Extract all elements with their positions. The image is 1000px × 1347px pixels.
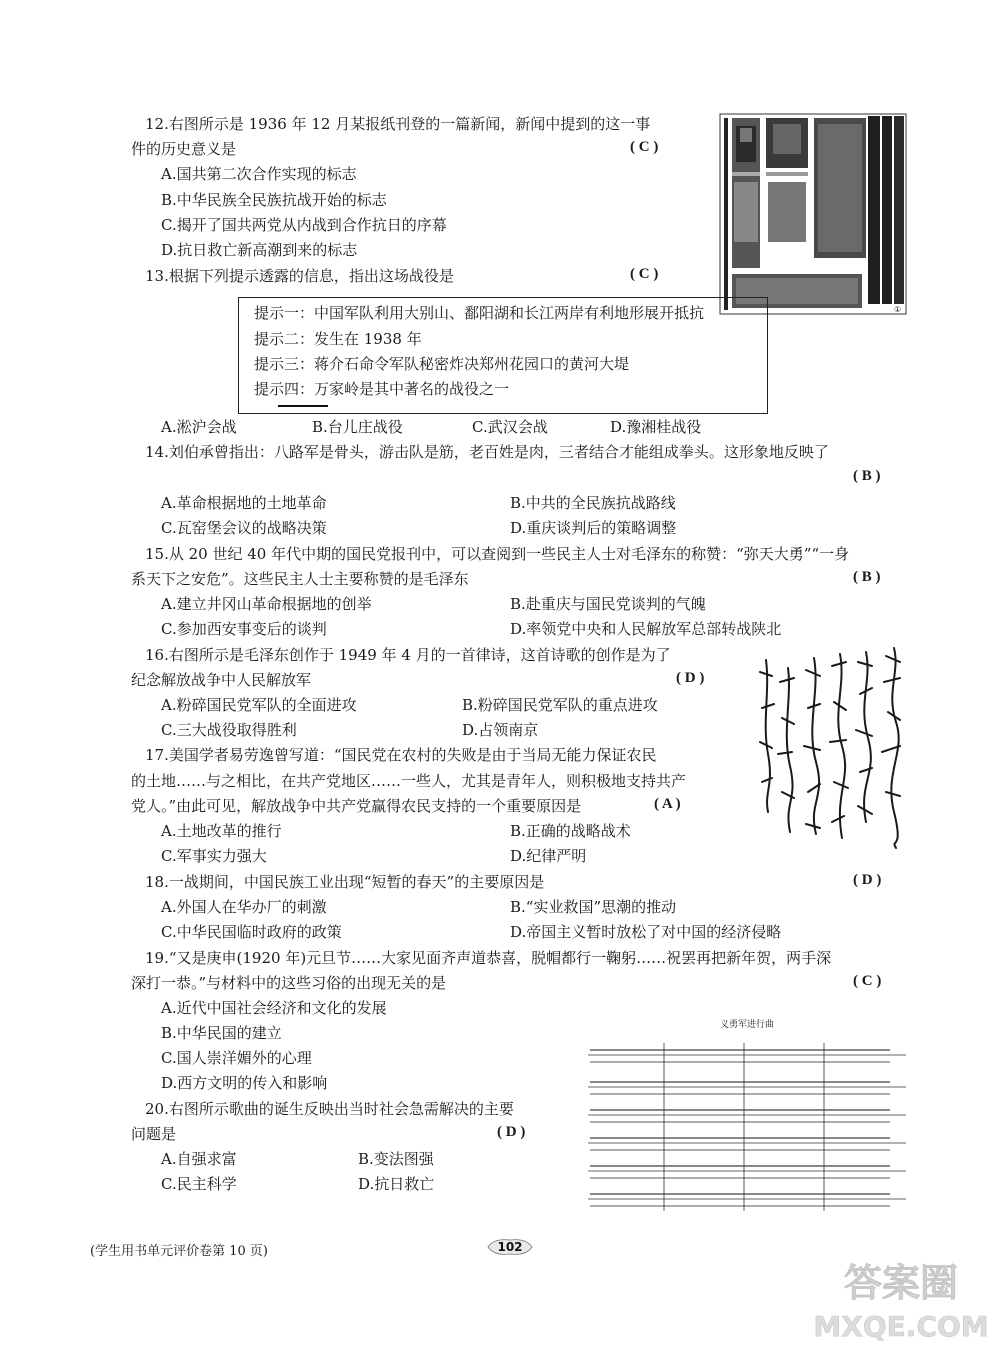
footer-page-info: (学生用书单元评价卷第 10 页) [90, 1244, 268, 1259]
q13-hint-4: 提示四：万家岭是其中著名的战役之一 [254, 380, 510, 398]
q13-hint-box [238, 297, 768, 414]
page-number-badge [486, 1236, 534, 1258]
calligraphy-poem-image [754, 642, 912, 854]
q15-stem-line2: 系天下之安危”。这些民主人士主要称赞的是毛泽东 [131, 570, 469, 588]
q17-option-a: A.土地改革的推行 [161, 822, 282, 840]
q17-stem-line2: 的土地……与之相比，在共产党地区……一些人，尤其是青年人，则积极地支持共产 [131, 772, 687, 790]
q19-option-b: B.中华民国的建立 [161, 1024, 282, 1042]
q13-option-c: C.武汉会战 [472, 418, 548, 436]
q12-stem-line2: 件的历史意义是 [131, 140, 237, 158]
q14-answer: ( B ) [853, 468, 881, 484]
q17-option-b: B.正确的战略战术 [510, 822, 631, 840]
q19-option-d: D.西方文明的传入和影响 [161, 1074, 328, 1092]
q18-option-d: D.帝国主义暂时放松了对中国的经济侵略 [510, 923, 782, 941]
music-score-image [584, 1015, 910, 1225]
watermark-text-cn: 答案圈 [843, 1261, 959, 1305]
q20-answer: ( D ) [497, 1124, 526, 1140]
q14-option-c: C.瓦窑堡会议的战略决策 [161, 519, 327, 537]
page-number: 102 [497, 1240, 523, 1254]
q16-option-c: C.三大战役取得胜利 [161, 721, 297, 739]
q16-stem-line1: 16.右图所示是毛泽东创作于 1949 年 4 月的一首律诗，这首诗歌的创作是为了 [145, 646, 671, 664]
q20-stem-line1: 20.右图所示歌曲的诞生反映出当时社会急需解决的主要 [145, 1100, 514, 1118]
q19-option-a: A.近代中国社会经济和文化的发展 [161, 999, 387, 1017]
watermark-logo [806, 1254, 996, 1347]
q12-option-c: C.揭开了国共两党从内战到合作抗日的序幕 [161, 216, 447, 234]
q14-option-d: D.重庆谈判后的策略调整 [510, 519, 677, 537]
q13-hint-2: 提示二：发生在 1938 年 [254, 330, 422, 348]
q20-option-a: A.自强求富 [161, 1150, 237, 1168]
q13-option-b: B.台儿庄战役 [312, 418, 403, 436]
q12-option-a: A.国共第二次合作实现的标志 [161, 165, 357, 183]
q15-option-d: D.率领党中央和人民解放军总部转战陕北 [510, 620, 782, 638]
q17-answer: ( A ) [654, 796, 681, 812]
q15-stem-line1: 15.从 20 世纪 40 年代中期的国民党报刊中，可以查阅到一些民主人士对毛泽东的称赞：“弥天大勇”“一身 [145, 545, 850, 563]
q14-option-b: B.中共的全民族抗战路线 [510, 494, 676, 512]
q15-option-c: C.参加西安事变后的谈判 [161, 620, 327, 638]
newspaper-image [718, 112, 908, 318]
q14-stem: 14.刘伯承曾指出：八路军是骨头，游击队是筋，老百姓是肉，三者结合才能组成拳头。这形象地反映了 [145, 443, 829, 461]
q16-option-b: B.粉碎国民党军队的重点进攻 [462, 696, 658, 714]
q16-stem-line2: 纪念解放战争中人民解放军 [131, 671, 312, 689]
q13-answer: ( C ) [630, 266, 659, 282]
q19-stem-line1: 19.“又是庚申(1920 年)元旦节……大家见面齐声道恭喜，脱帽都行一鞠躬……祝罢再把新年贺，两手深 [145, 949, 832, 967]
q16-answer: ( D ) [676, 670, 705, 686]
q12-stem-line1: 12.右图所示是 1936 年 12 月某报纸刊登的一篇新闻，新闻中提到的这一事 [145, 115, 651, 133]
score-title: 义勇军进行曲 [719, 1020, 775, 1030]
q13-stem: 13.根据下列提示透露的信息，指出这场战役是 [145, 267, 454, 285]
q17-stem-line3: 党人。”由此可见，解放战争中共产党赢得农民支持的一个重要原因是 [131, 797, 582, 815]
q12-answer: ( C ) [630, 139, 659, 155]
q12-option-b: B.中华民族全民族抗战开始的标志 [161, 191, 387, 209]
q13-hint-1: 提示一：中国军队利用大别山、鄱阳湖和长江两岸有利地形展开抵抗 [254, 304, 705, 322]
q20-option-b: B.变法图强 [358, 1150, 434, 1168]
q19-option-c: C.国人崇洋媚外的心理 [161, 1049, 312, 1067]
q17-stem-line1: 17.美国学者易劳逸曾写道：“国民党在农村的失败是由于当局无能力保证农民 [145, 746, 657, 764]
q15-option-b: B.赴重庆与国民党谈判的气魄 [510, 595, 706, 613]
q20-option-c: C.民主科学 [161, 1175, 237, 1193]
newspaper-caption: ① [894, 305, 902, 314]
q18-option-c: C.中华民国临时政府的政策 [161, 923, 342, 941]
q18-answer: ( D ) [853, 872, 882, 888]
q17-option-c: C.军事实力强大 [161, 847, 267, 865]
q16-option-d: D.占领南京 [462, 721, 539, 739]
q20-option-d: D.抗日救亡 [358, 1175, 435, 1193]
q13-hint-3: 提示三：蒋介石命令军队秘密炸决郑州花园口的黄河大堤 [254, 355, 630, 373]
q12-option-d: D.抗日救亡新高潮到来的标志 [161, 241, 358, 259]
q15-option-a: A.建立井冈山革命根据地的创举 [161, 595, 372, 613]
q18-stem: 18.一战期间，中国民族工业出现“短暂的春天”的主要原因是 [145, 873, 545, 891]
q18-option-b: B.“实业救国”思潮的推动 [510, 898, 677, 916]
q20-stem-line2: 问题是 [131, 1125, 177, 1143]
watermark-text-url: MXQE.COM [813, 1310, 989, 1343]
q15-answer: ( B ) [853, 569, 881, 585]
q16-option-a: A.粉碎国民党军队的全面进攻 [161, 696, 357, 714]
q13-option-d: D.豫湘桂战役 [610, 418, 702, 436]
q18-option-a: A.外国人在华办厂的刺激 [161, 898, 327, 916]
q19-stem-line2: 深打一恭。”与材料中的这些习俗的出现无关的是 [131, 974, 447, 992]
underline-mark [278, 405, 328, 407]
q14-option-a: A.革命根据地的土地革命 [161, 494, 327, 512]
q19-answer: ( C ) [853, 973, 882, 989]
q17-option-d: D.纪律严明 [510, 847, 587, 865]
q13-option-a: A.淞沪会战 [161, 418, 237, 436]
